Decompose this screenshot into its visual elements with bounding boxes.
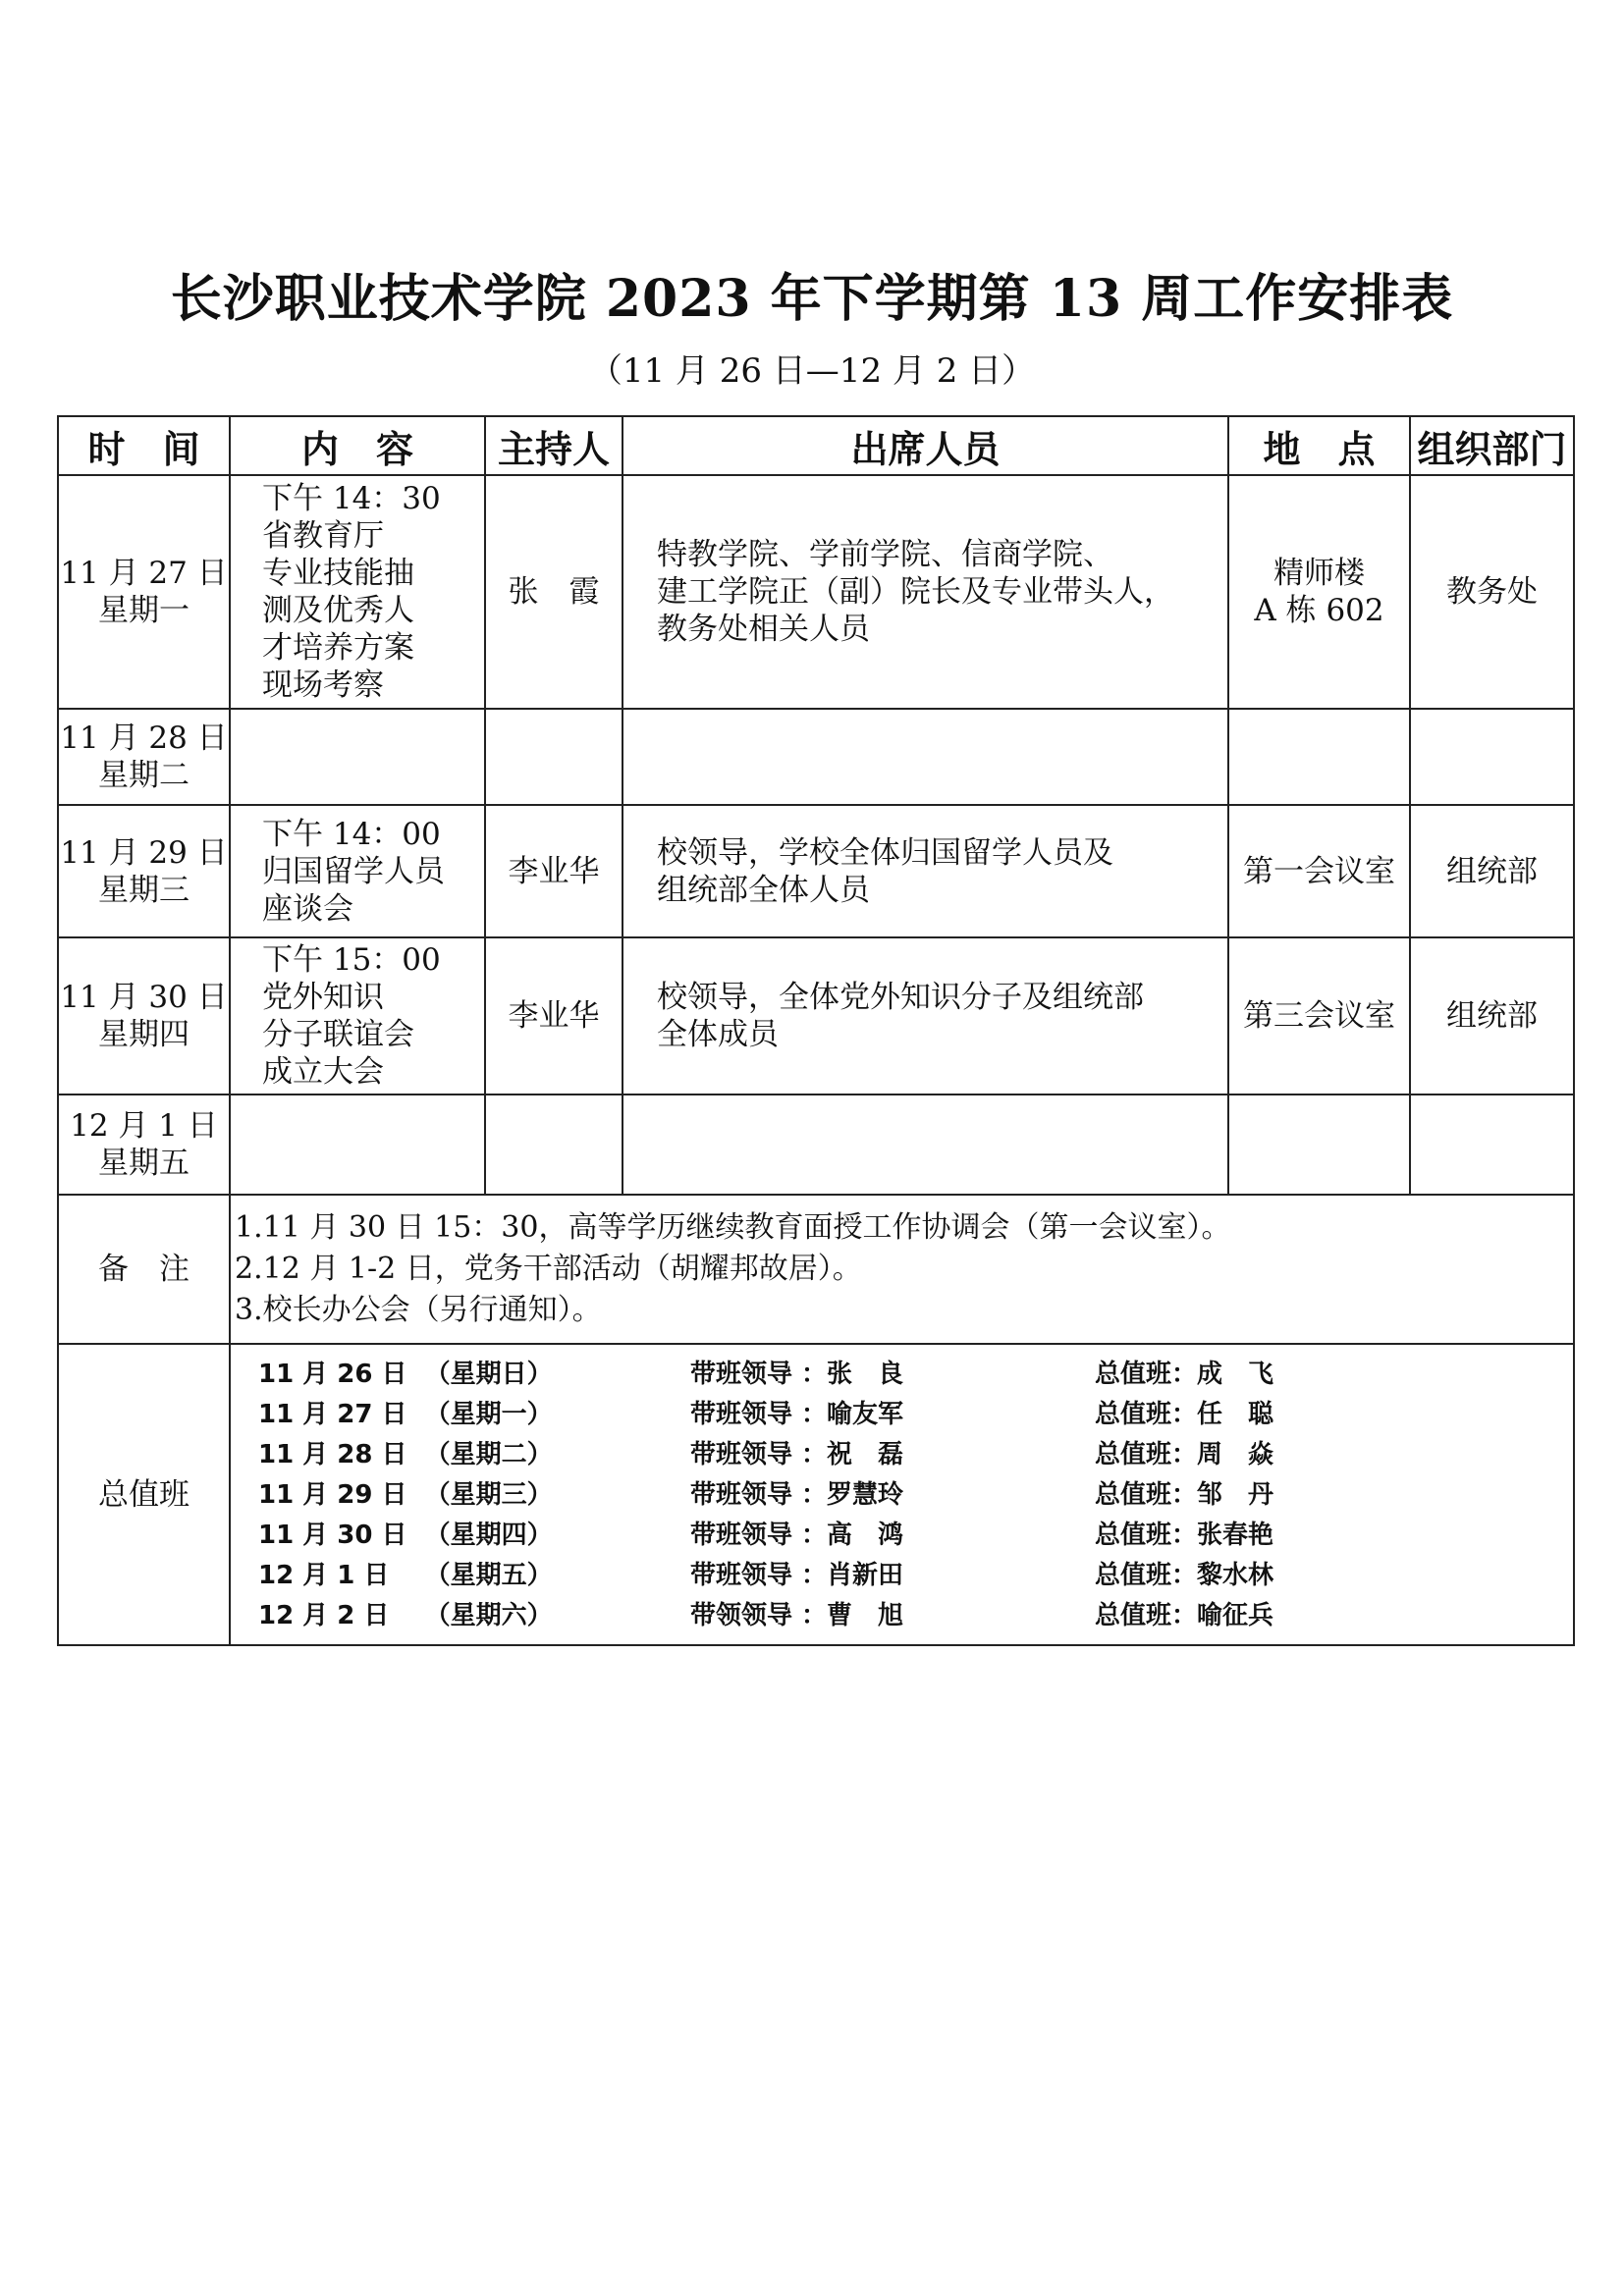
duty-leader: 带班领导 ：罗慧玲 [690, 1480, 904, 1510]
content-cell [230, 937, 485, 1095]
content-line: 现场考察 [262, 667, 384, 703]
attendees-cell [623, 805, 1228, 937]
notes-cell [230, 1195, 1574, 1344]
content-line: 座谈会 [262, 890, 353, 927]
header-host: 主持人 [485, 416, 623, 475]
attendees-line: 校领导，学校全体归国留学人员及 [657, 834, 1113, 871]
content-cell [230, 475, 485, 709]
location-cell [1228, 475, 1410, 709]
attendees-cell [623, 1095, 1228, 1195]
content-line: 测及优秀人 [262, 593, 414, 628]
location-cell [1228, 937, 1410, 1095]
attendees-line: 教务处相关人员 [657, 612, 870, 647]
date-cell [58, 937, 230, 1095]
date-cell [58, 1095, 230, 1195]
header-time: 时 间 [58, 416, 230, 475]
table-row [58, 805, 1574, 937]
table-row [58, 1095, 1574, 1195]
duty-officer: 总值班：成 飞 [1095, 1360, 1274, 1389]
location-cell [1228, 709, 1410, 805]
duty-entry [258, 1475, 1573, 1516]
duty-officer: 总值班：张春艳 [1095, 1521, 1274, 1550]
attendees-line: 组统部全体人员 [657, 872, 870, 908]
duty-leader: 带班领导 ：祝 磊 [690, 1440, 904, 1469]
header-dept: 组织部门 [1410, 416, 1574, 475]
page-subtitle: （11 月 26 日—12 月 2 日） [588, 351, 1036, 391]
host-cell [485, 1095, 623, 1195]
content-line: 成立大会 [262, 1054, 384, 1090]
duty-entry [258, 1395, 1573, 1435]
duty-date: 12 月 2 日 （星期六） [258, 1601, 553, 1630]
attendees-cell [623, 937, 1228, 1095]
attendees-cell [623, 709, 1228, 805]
content-line: 下午 15：00 [262, 942, 441, 978]
date-text: 11 月 27 日 [60, 556, 228, 591]
notes-row [58, 1195, 1574, 1344]
location-line: A 栋 602 [1254, 593, 1384, 628]
duty-officer: 总值班：周 焱 [1095, 1440, 1274, 1469]
date-text: 11 月 30 日 [60, 980, 228, 1015]
content-cell [230, 1095, 485, 1195]
content-line: 下午 14：30 [262, 481, 441, 516]
duty-leader: 带班领导 ：肖新田 [690, 1561, 904, 1590]
date-cell [58, 805, 230, 937]
weekday-text: 星期一 [98, 593, 189, 628]
weekday-text: 星期三 [98, 872, 189, 908]
duty-entry [258, 1516, 1573, 1556]
attendees-line: 特教学院、学前学院、信商学院、 [657, 537, 1113, 572]
content-line: 归国留学人员 [262, 853, 445, 889]
notes-label: 备 注 [58, 1195, 230, 1344]
host-cell: 李业华 [485, 937, 623, 1095]
duty-list [230, 1344, 1574, 1645]
duty-officer: 总值班：邹 丹 [1095, 1480, 1274, 1510]
location-cell [1228, 805, 1410, 937]
duty-officer: 总值班：黎水林 [1095, 1561, 1274, 1590]
note-item: 2.12 月 1-2 日，党务干部活动（胡耀邦故居）。 [235, 1252, 862, 1286]
content-line: 党外知识 [262, 980, 384, 1015]
location-line: 精师楼 [1273, 556, 1365, 591]
dept-cell [1410, 709, 1574, 805]
duty-date: 11 月 29 日 （星期三） [258, 1480, 553, 1510]
content-line: 省教育厅 [262, 518, 384, 554]
duty-date: 11 月 26 日 （星期日） [258, 1360, 553, 1389]
weekday-text: 星期五 [98, 1146, 189, 1181]
header-content: 内 容 [230, 416, 485, 475]
dept-cell: 组统部 [1410, 805, 1574, 937]
table-header-row [58, 416, 1574, 475]
duty-officer: 总值班：任 聪 [1095, 1400, 1274, 1429]
duty-entry [258, 1596, 1573, 1636]
content-cell [230, 709, 485, 805]
attendees-cell [623, 475, 1228, 709]
duty-entry [258, 1556, 1573, 1596]
page-title: 长沙职业技术学院 2023 年下学期第 13 周工作安排表 [170, 269, 1454, 329]
date-text: 11 月 29 日 [60, 834, 228, 871]
header-location: 地 点 [1228, 416, 1410, 475]
content-cell [230, 805, 485, 937]
date-cell [58, 475, 230, 709]
note-item: 1.11 月 30 日 15：30，高等学历继续教育面授工作协调会（第一会议室）。 [235, 1210, 1231, 1245]
duty-leader: 带领领导 ：曹 旭 [690, 1601, 904, 1630]
host-cell: 张 霞 [485, 475, 623, 709]
content-line: 才培养方案 [262, 630, 414, 666]
duty-date: 11 月 30 日 （星期四） [258, 1521, 553, 1550]
attendees-line: 建工学院正（副）院长及专业带头人， [657, 574, 1174, 610]
header-attendees: 出席人员 [623, 416, 1228, 475]
duty-leader: 带班领导 ：喻友军 [690, 1400, 904, 1429]
duty-date: 11 月 27 日 （星期一） [258, 1400, 553, 1429]
location-cell [1228, 1095, 1410, 1195]
table-row [58, 475, 1574, 709]
date-text: 11 月 28 日 [60, 721, 228, 756]
duty-date: 11 月 28 日 （星期二） [258, 1440, 553, 1469]
location-line: 第三会议室 [1243, 998, 1395, 1034]
schedule-table [57, 415, 1575, 1646]
duty-date: 12 月 1 日 （星期五） [258, 1561, 553, 1590]
attendees-line: 全体成员 [657, 1017, 779, 1052]
duty-label: 总值班 [58, 1344, 230, 1645]
note-item: 3.校长办公会（另行通知）。 [235, 1293, 602, 1327]
content-line: 分子联谊会 [262, 1017, 414, 1052]
host-cell [485, 709, 623, 805]
dept-cell: 教务处 [1410, 475, 1574, 709]
table-row [58, 709, 1574, 805]
table-row [58, 937, 1574, 1095]
date-cell [58, 709, 230, 805]
duty-entry [258, 1435, 1573, 1475]
duty-leader: 带班领导 ：张 良 [690, 1360, 904, 1389]
duty-leader: 带班领导 ：高 鸿 [690, 1521, 904, 1550]
host-cell: 李业华 [485, 805, 623, 937]
weekday-text: 星期二 [98, 758, 189, 793]
weekday-text: 星期四 [98, 1017, 189, 1052]
dept-cell: 组统部 [1410, 937, 1574, 1095]
duty-officer: 总值班：喻征兵 [1095, 1601, 1274, 1630]
date-text: 12 月 1 日 [70, 1108, 218, 1144]
content-line: 专业技能抽 [262, 556, 414, 591]
duty-row [58, 1344, 1574, 1645]
location-line: 第一会议室 [1243, 853, 1395, 889]
dept-cell [1410, 1095, 1574, 1195]
attendees-line: 校领导，全体党外知识分子及组统部 [657, 980, 1144, 1015]
content-line: 下午 14：00 [262, 816, 441, 852]
duty-entry [258, 1355, 1573, 1395]
